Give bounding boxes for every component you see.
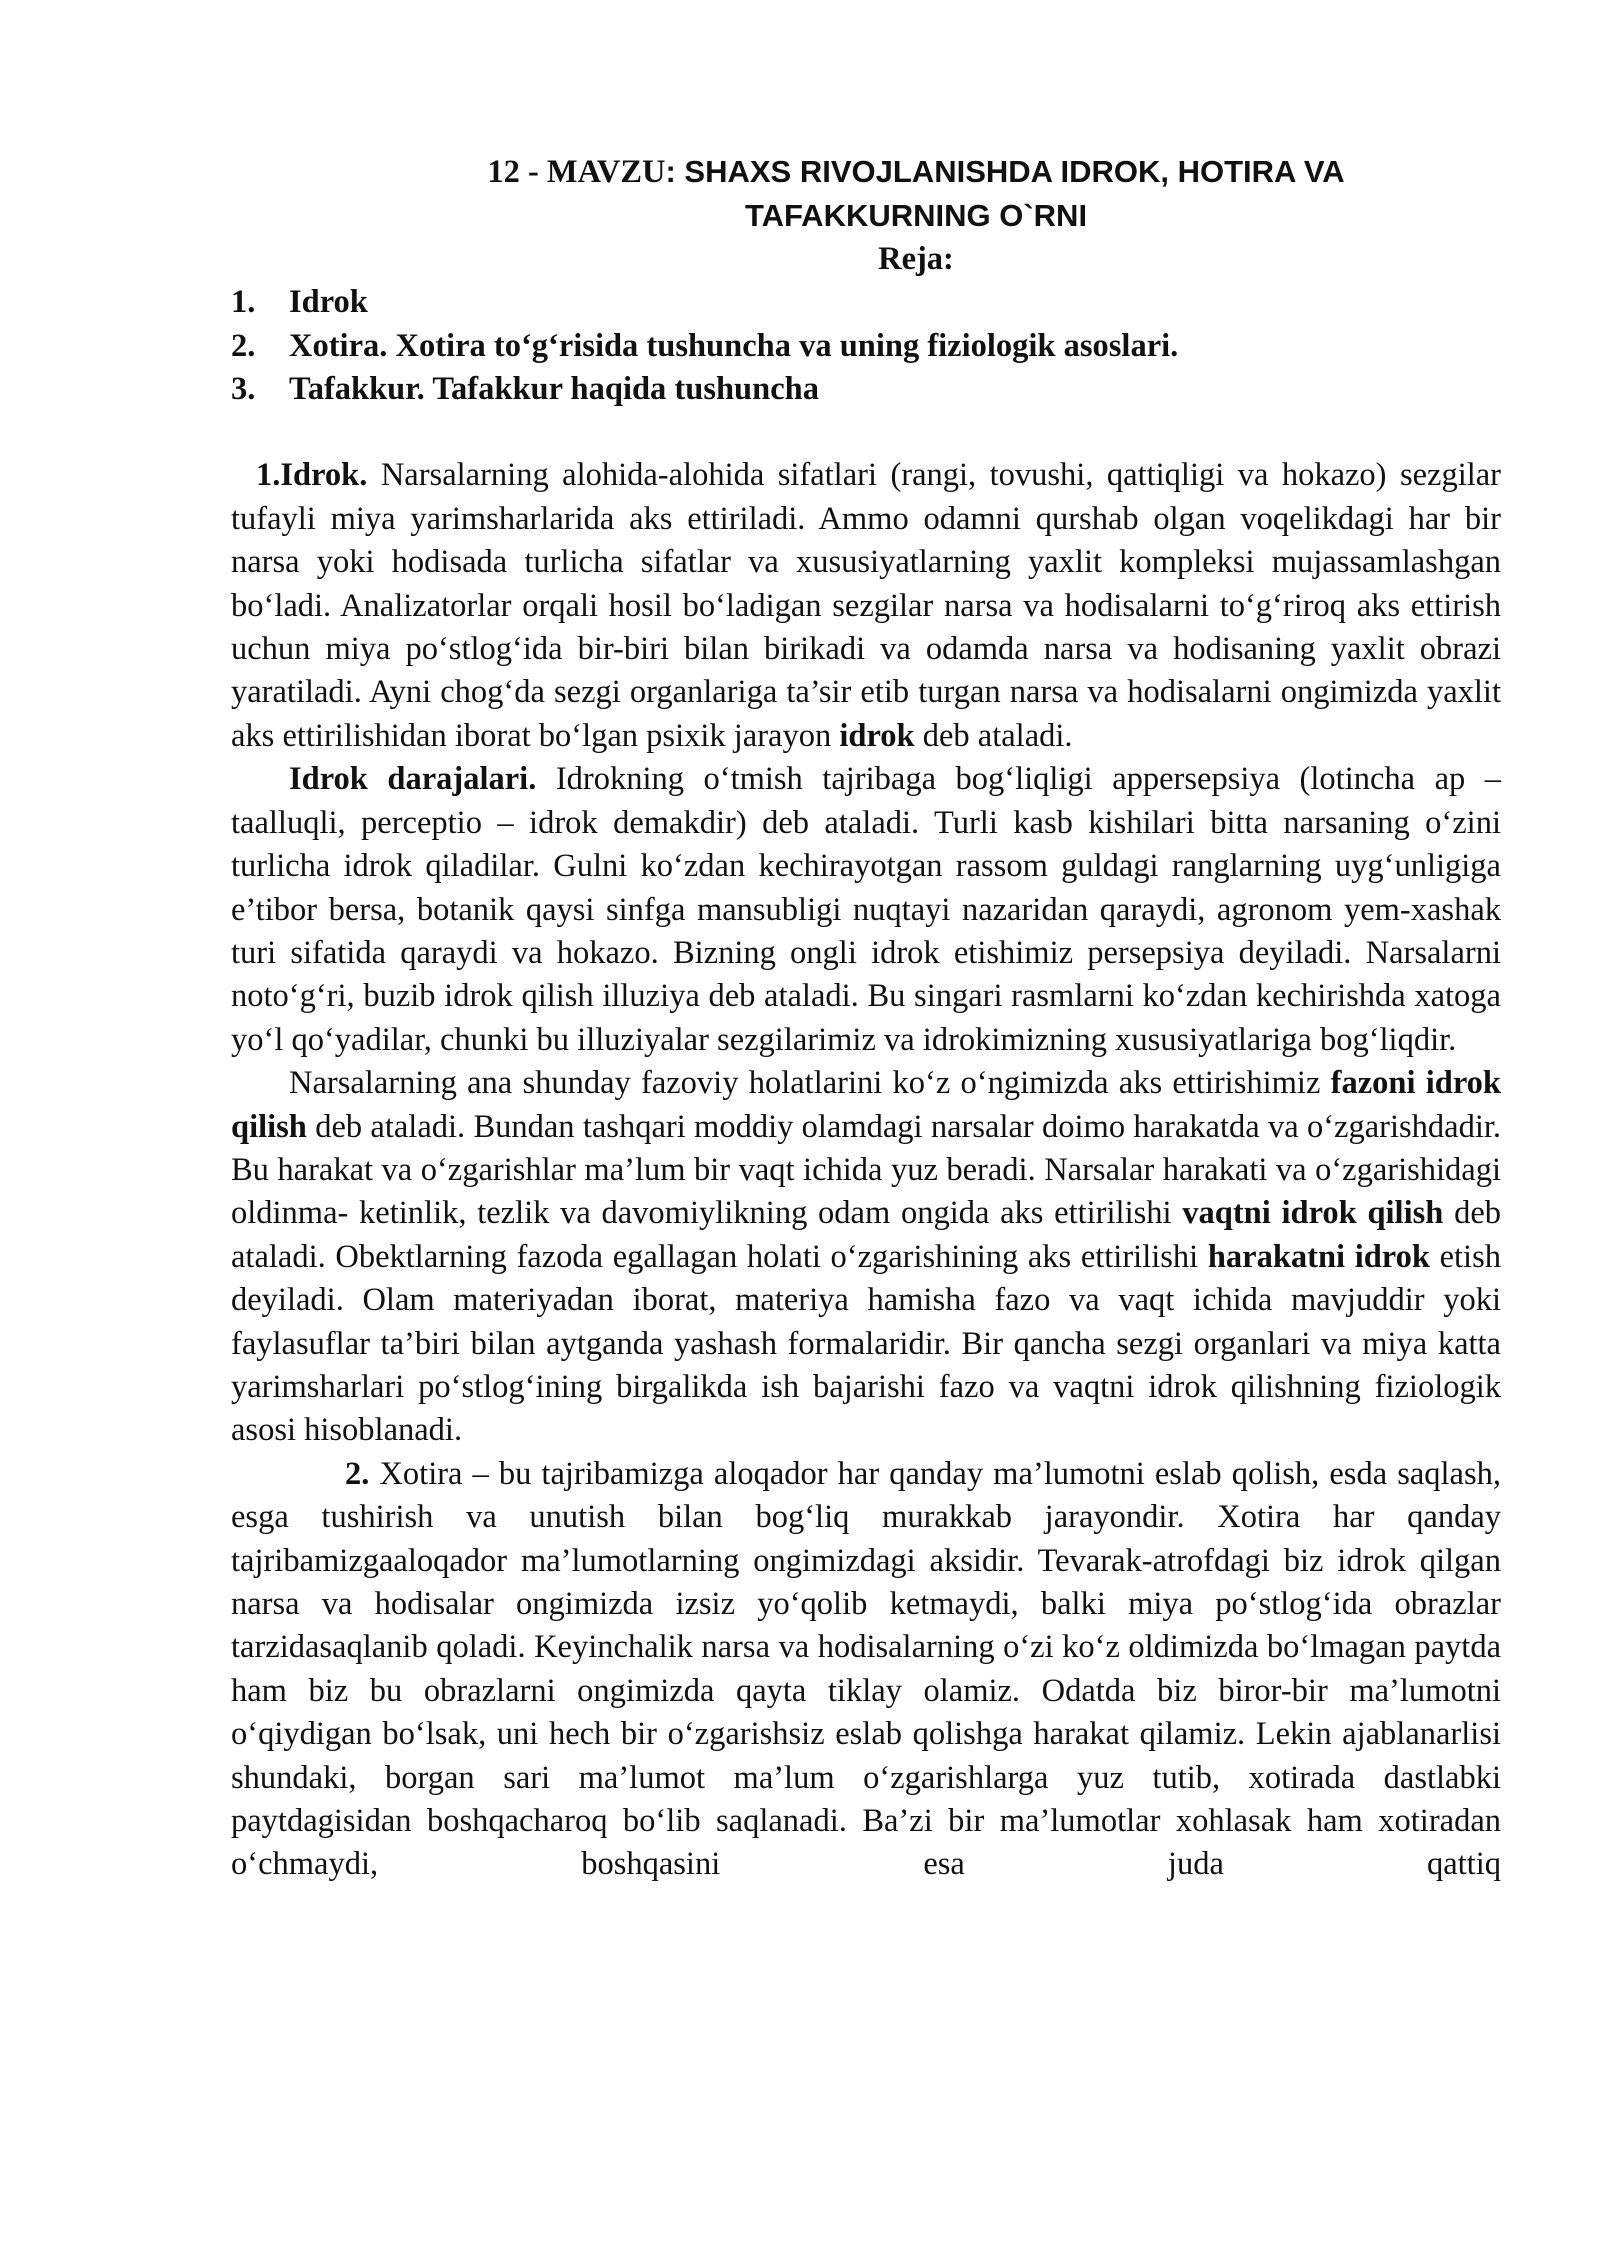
plan-item-number: 2.: [231, 327, 256, 364]
paragraph-text-tail: deb ataladi.: [914, 717, 1073, 754]
plan-item-number: 3.: [231, 371, 256, 408]
plan-item-text: Xotira. Xotira to‘g‘risida tushuncha va uning fiziologik asoslari.: [289, 327, 1179, 364]
paragraph-idrok: [231, 454, 1501, 758]
paragraph-text: deb ataladi. Obektlarning fazoda egallagan holati o‘zgarishining aks ettirilishi: [231, 1195, 1501, 1275]
plan-heading: Reja:: [878, 240, 954, 277]
title-line-2: TAFAKKURNING O`RNI: [744, 198, 1088, 234]
paragraph-xotira: [231, 1453, 1501, 1887]
paragraph-text: deb ataladi. Bundan tashqari moddiy olamdagi narsalar doimo harakatda va o‘zgarishdadir. Bu harakat va o‘zgarishlar ma’lum bir vaqt ichida yuz beradi. Narsalar harakati va o‘zgarishidagi oldinma- ketinlik, tezlik va davomiylikning odam ongida aks ettirilishi: [231, 1108, 1501, 1232]
paragraph-text: Xotira – bu tajribamizga aloqador har qanday ma’lumotni eslab qolish, esda saqlash, esga tushirish va unutish bilan bog‘liq murakkab jarayondir. Xotira har qanday tajribamizgaaloqador ma’lumotlarning ongimizdagi aksidir. Tevarak-atrofdagi biz idrok qilgan narsa va hodisalar ongimizda izsiz yo‘qolib ketmaydi, balki miya po‘stlog‘ida obrazlar tarzidasaqlanib qoladi. Keyinchalik narsa va hodisalarning o‘zi ko‘z oldimizda bo‘lmagan paytda ham biz bu obrazlarni ongimizda qayta tiklay olamiz. Odatda biz biror-bir ma’lumotni o‘qiydigan bo‘lsak, uni hech bir o‘zgarishsiz eslab qolishga harakat qilamiz. Lekin ajablanarlisi shundaki, borgan sari ma’lumot ma’lum o‘zgarishlarga yuz tutib, xotirada dastlabki paytdagisidan boshqacharoq bo‘lib saqlanadi. Ba’zi bir ma’lumotlar xohlasak ham xotiradan o‘chmaydi, boshqasini esa juda qattiq: [231, 1455, 1501, 1883]
title-line-1: [331, 150, 1501, 194]
plan-item: [231, 325, 1501, 368]
plan-item: [231, 368, 1501, 411]
plan-item-text: Idrok: [289, 284, 368, 321]
plan-list: [231, 281, 1501, 411]
title-line-1-rest: SHAXS RIVOJLANISHDA IDROK, HOTIRA VA: [675, 154, 1345, 189]
document-title: [331, 150, 1501, 238]
paragraph-text: Narsalarning ana shunday fazoviy holatlarini ko‘z o‘ngimizda aks ettirishimiz: [289, 1065, 1331, 1102]
title-prefix: 12 - MAVZU: [487, 154, 666, 190]
paragraph-text: etish deyiladi. Olam materiyadan iborat, materiya hamisha fazo va vaqt ichida mavjuddir yoki faylasuflar ta’biri bilan aytganda yashash formalaridir. Bir qancha sezgi organlari va miya katta yarimsharlari po‘stlog‘ining birgalikda ish bajarishi fazo va vaqtni idrok qilishning fiziologik asosi hisoblanadi.: [231, 1238, 1501, 1449]
title-colon: :: [665, 154, 676, 189]
section-number-xotira: 2.: [345, 1455, 370, 1492]
term-idrok: idrok: [839, 717, 915, 754]
plan-item-number: 1.: [231, 284, 256, 321]
term-harakatni-idrok: harakatni idrok: [1207, 1238, 1430, 1275]
paragraph-text: Narsalarning alohida-alohida sifatlari (rangi, tovushi, qattiqligi va hokazo) sezgilar tufayli miya yarimsharlarida aks ettiriladi. Ammo odamni qurshab olgan voqelikdagi har bir narsa yoki hodisada turlicha sifatlar va xususiyatlarning yaxlit kompleksi mujassamlashgan bo‘ladi. Analizatorlar orqali hosil bo‘ladigan sezgilar narsa va hodisalarni to‘g‘riroq aks ettirish uchun miya po‘stlog‘ida bir-biri bilan birikadi va odamda narsa va hodisaning yaxlit obrazi yaratiladi. Ayni chog‘da sezgi organlariga ta’sir etib turgan narsa va hodisalarni ongimizda yaxlit aks ettirilishidan iborat bo‘lgan psixik jarayon: [231, 457, 1501, 754]
paragraph-fazo-vaqt: [231, 1062, 1501, 1453]
term-vaqtni-idrok: vaqtni idrok qilish: [1182, 1195, 1444, 1232]
document-page: [231, 150, 1501, 1887]
section-heading-idrok: 1.Idrok.: [256, 457, 368, 494]
plan-item-text: Tafakkur. Tafakkur haqida tushuncha: [289, 371, 819, 408]
subheading-idrok-darajalari: Idrok darajalari.: [289, 761, 537, 798]
paragraph-idrok-darajalari: [231, 758, 1501, 1062]
plan-item: [231, 281, 1501, 324]
spacer: [231, 411, 1501, 454]
term-fazoni-idrok: fazoni idrok qilish: [231, 1065, 1501, 1145]
paragraph-text: Idrokning o‘tmish tajribaga bog‘liqligi appersepsiya (lotincha ap – taalluqli, perceptio – idrok demakdir) deb ataladi. Turli kasb kishilari bitta narsaning o‘zini turlicha idrok qiladilar. Gulni ko‘zdan kechirayotgan rassom guldagi ranglarning uyg‘unligiga e’tibor bersa, botanik qaysi sinfga mansubligi nuqtayi nazaridan qaraydi, agronom yem-xashak turi sifatida qaraydi va hokazo. Bizning ongli idrok etishimiz persepsiya deyiladi. Narsalarni noto‘g‘ri, buzib idrok qilish illuziya deb ataladi. Bu singari rasmlarni ko‘zdan kechirishda xatoga yo‘l qo‘yadilar, chunki bu illuziyalar sezgilarimiz va idrokimizning xususiyatlariga bog‘liqdir.: [231, 761, 1501, 1058]
